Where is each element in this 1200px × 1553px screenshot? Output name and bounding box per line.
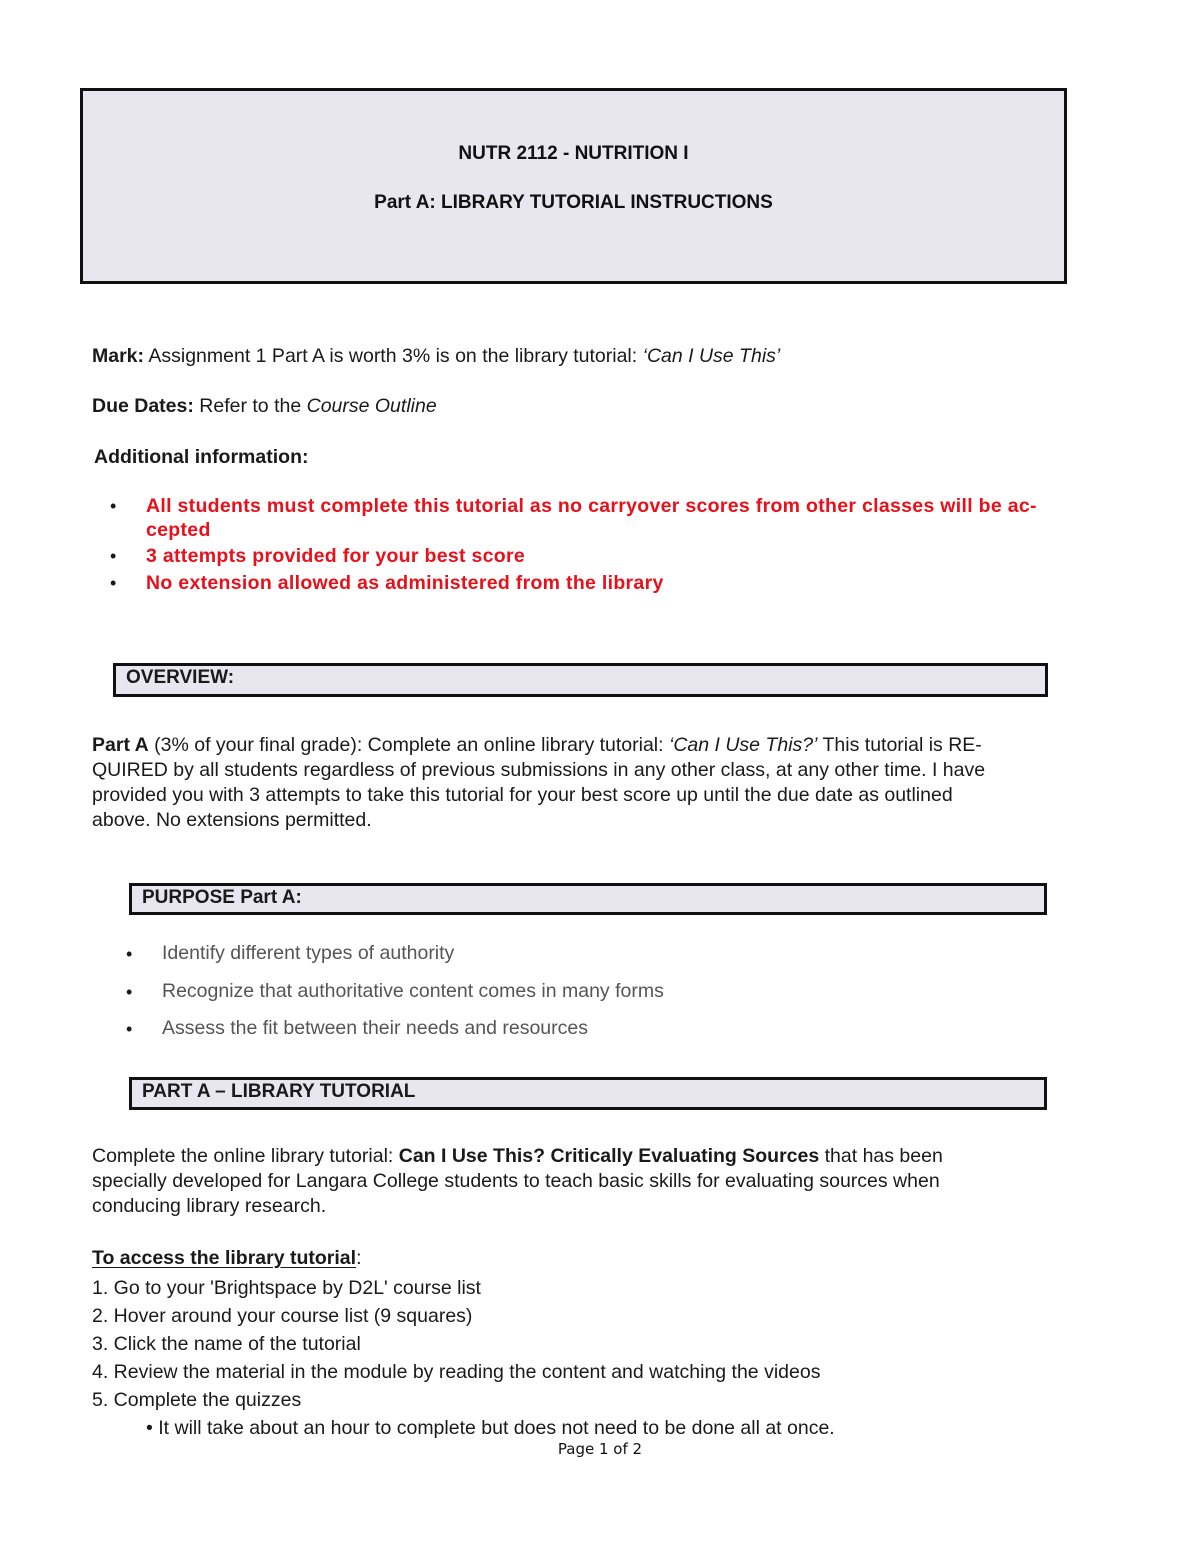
list-item: Identify different types of authority (162, 942, 455, 964)
due-dates-label: Due Dates: (92, 395, 194, 417)
purpose-heading: PURPOSE Part A: (142, 887, 302, 908)
title-box (80, 88, 1067, 284)
step-note: • It will take about an hour to complete but does not need to be done all at once. (146, 1417, 835, 1439)
bullet-icon: • (110, 496, 117, 516)
step-item: 4. Review the material in the module by reading the content and watching the videos (92, 1361, 821, 1383)
access-steps (92, 1274, 1102, 1442)
overview-heading: OVERVIEW: (126, 667, 235, 688)
list-item: All students must complete this tutorial as no carryover scores from other classes will be ac- cepted (146, 495, 1037, 541)
list-item: Assess the fit between their needs and resources (162, 1017, 588, 1039)
bullet-icon: • (110, 573, 117, 593)
additional-info-heading: Additional information: (94, 446, 309, 468)
page-number: Page 1 of 2 (557, 1440, 643, 1458)
bullet-icon: • (110, 546, 117, 566)
access-heading: To access the library tutorial (92, 1247, 357, 1269)
due-dates-line (92, 394, 437, 419)
mark-label: Mark: (92, 345, 145, 367)
list-item: No extension allowed as administered from the library (146, 572, 664, 594)
course-outline-ref: Course Outline (306, 395, 437, 417)
bullet-icon: • (126, 1019, 133, 1039)
access-heading-line: To access the library tutorial: (92, 1247, 362, 1269)
mark-tutorial-name: ‘Can I Use This’ (642, 345, 781, 367)
step-item: 1. Go to your 'Brightspace by D2L' course list (92, 1277, 481, 1299)
part-a-label: Part A (92, 734, 149, 756)
tutorial-paragraph: Complete the online library tutorial: Can I Use This? Critically Evaluating Sources that has been specially developed for Langara College students to teach basic skills for evaluating sources when conducing library research. (92, 1145, 943, 1217)
step-item: 2. Hover around your course list (9 squares) (92, 1305, 473, 1327)
document-subtitle: Part A: LIBRARY TUTORIAL INSTRUCTIONS (374, 192, 773, 213)
mark-text: Assignment 1 Part A is worth 3% is on the library tutorial: (144, 345, 643, 367)
step-item: 3. Click the name of the tutorial (92, 1333, 361, 1355)
list-item: Recognize that authoritative content comes in many forms (162, 980, 664, 1002)
list-item: 3 attempts provided for your best score (146, 545, 526, 567)
due-dates-text: Refer to the (193, 395, 307, 417)
bullet-icon: • (126, 944, 133, 964)
purpose-section-bar (129, 883, 1047, 915)
tutorial-title-italic: ‘Can I Use This?’ (668, 734, 818, 756)
mark-line (92, 344, 780, 369)
library-tutorial-heading: PART A – LIBRARY TUTORIAL (142, 1081, 416, 1102)
course-title: NUTR 2112 - NUTRITION I (458, 143, 689, 164)
bullet-icon: • (126, 982, 133, 1002)
overview-paragraph: Part A (3% of your final grade): Complete an online library tutorial: ‘Can I Use This?’ This tutorial is RE- QUIRED by all students regardless of previous submissions in any other class, at any other time. I have provided you with 3 attempts to take this tutorial for your best score up until the due date as outlined above. No extensions permitted. (92, 734, 986, 831)
step-item: 5. Complete the quizzes (92, 1389, 302, 1411)
library-tutorial-section-bar (129, 1077, 1047, 1110)
overview-section-bar (113, 663, 1048, 697)
tutorial-name-bold: Can I Use This? Critically Evaluating Sources (398, 1145, 820, 1167)
